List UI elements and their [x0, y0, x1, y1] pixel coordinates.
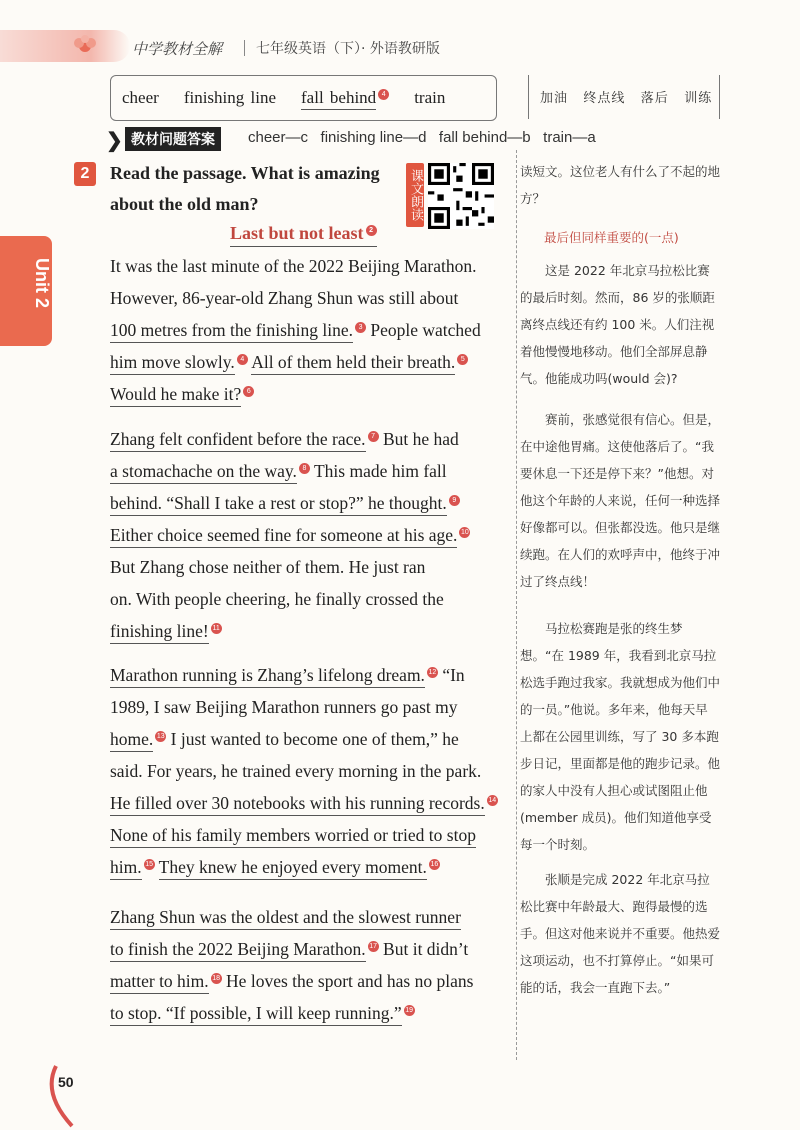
- chevron-right-icon: ❯: [106, 130, 123, 152]
- note-marker: 14: [488, 797, 497, 805]
- sentence: him.: [110, 857, 142, 880]
- sentence: Marathon running is Zhang’s lifelong dream.: [110, 665, 425, 688]
- vocab-translations: 加油 终点线 落后 训练: [540, 91, 713, 106]
- passage-line: [110, 664, 500, 686]
- column-divider: [516, 150, 518, 1060]
- sentence: finishing line!: [110, 621, 209, 644]
- cn-paragraph: 赛前，张感觉很有信心。但是，在中途他胃痛。这使他落后了。“我要休息一下还是停下来？”他想。对他这个年龄的人来说，任何一种选择好像都可以。但张都没选。他只是继续跑。在人们的欢呼声中，他终于冲过了终点线！: [520, 412, 721, 589]
- instruction: Read the passage. What is amazing about the old man?: [110, 163, 380, 214]
- note-marker: 7: [368, 431, 379, 442]
- note-marker: 13: [156, 733, 165, 741]
- cn-title: 最后但同样重要的(一点): [544, 230, 679, 245]
- passage-line: 1989, I saw Beijing Marathon runners go past my: [110, 697, 458, 717]
- header-divider: [244, 40, 245, 56]
- sentence: home.: [110, 729, 153, 752]
- passage-line: [110, 856, 500, 878]
- sentence: But he had: [382, 429, 459, 449]
- vocab-word: cheer: [122, 88, 159, 107]
- page-corner-decoration: [48, 1062, 88, 1130]
- passage-line: said. For years, he trained every morning in the park.: [110, 761, 482, 781]
- vocab-words: [122, 88, 445, 108]
- passage-line: [110, 524, 500, 546]
- sentence: They knew he enjoyed every moment.: [159, 857, 427, 880]
- note-marker: 2: [366, 225, 377, 236]
- passage-line: [110, 1002, 500, 1024]
- sentence: him move slowly.: [110, 352, 235, 375]
- note-marker: 17: [369, 943, 378, 951]
- qr-code-icon[interactable]: [428, 163, 494, 229]
- cn-paragraph: 马拉松赛跑是张的终生梦想。“在 1989 年，我看到北京马拉松选手跑过我家。我就想成为他们中的一员。”他说。多年来，他每天早上都在公园里训练，写了 30 多本跑步日记，里面都是他的跑步记录。他的家人中没有人担心或试图阻止他(member 成员)。他们知道他享受每一个时刻。: [520, 621, 721, 852]
- note-marker: 3: [355, 322, 366, 333]
- note-marker: 4: [237, 354, 248, 365]
- cn-paragraph: 这是 2022 年北京马拉松比赛的最后时刻。然而，86 岁的张顺距离终点线还有约 100 米。人们注视着他慢慢地移动。他们全部屏息静气。他能成功吗(would 会)?: [520, 263, 715, 386]
- passage-line: [110, 620, 500, 642]
- passage-line: [110, 906, 500, 928]
- note-marker: 11: [212, 625, 220, 633]
- passage-line: [110, 824, 500, 846]
- header-band: [0, 30, 130, 62]
- sentence: Would he make it?: [110, 384, 241, 407]
- note-marker: 15: [145, 861, 153, 869]
- flower-logo-icon: [72, 34, 98, 58]
- sentence: a stomachache on the way.: [110, 461, 297, 484]
- vocab-word: train: [414, 88, 446, 107]
- sentence: I just wanted to become one of them,” he: [170, 729, 459, 749]
- note-marker: 12: [428, 669, 437, 677]
- passage-line: [110, 351, 500, 373]
- sentence: This made him fall: [313, 461, 447, 481]
- passage-line: [110, 728, 500, 750]
- answer-label: 教材问题答案: [125, 127, 221, 151]
- sentence: Either choice seemed fine for someone at his age.: [110, 525, 457, 548]
- header-brand: 中学教材全解: [132, 40, 223, 58]
- passage-line: on. With people cheering, he finally crossed the: [110, 589, 444, 609]
- note-marker: 9: [449, 495, 460, 506]
- sentence: None of his family members worried or tried to stop: [110, 825, 476, 848]
- note-marker: 10: [461, 529, 469, 537]
- header-subtitle: 七年级英语（下）· 外语教研版: [256, 41, 440, 57]
- passage-title-text: Last but not least: [230, 223, 364, 243]
- sentence: 100 metres from the finishing line.: [110, 320, 353, 343]
- passage-line: [110, 970, 500, 992]
- sentence: matter to him.: [110, 971, 209, 994]
- passage-line: However, 86-year-old Zhang Shun was still about: [110, 288, 459, 308]
- sentence: He loves the sport and has no plans: [226, 971, 474, 991]
- sentence: behind. “Shall I take a rest or stop?” he thought.: [110, 493, 447, 516]
- note-marker: 16: [430, 861, 439, 869]
- sentence: He filled over 30 notebooks with his running records.: [110, 793, 485, 816]
- sentence: People watched: [370, 320, 481, 340]
- note-marker: 18: [212, 975, 221, 983]
- passage-line: [110, 383, 500, 405]
- passage-line: [110, 319, 500, 341]
- unit-label: Unit 2: [32, 258, 52, 309]
- sentence: to stop. “If possible, I will keep running.”: [110, 1003, 402, 1026]
- sentence: Zhang felt confident before the race.: [110, 429, 366, 452]
- answer-key: cheer—c finishing line—d fall behind—b train—a: [248, 129, 596, 146]
- vocab-word: finishing line: [183, 88, 277, 107]
- passage-line: [110, 938, 500, 960]
- note-marker: 4: [378, 89, 389, 100]
- passage-line: [110, 492, 500, 514]
- cn-question: 读短文。这位老人有什么了不起的地方？: [520, 164, 721, 206]
- sentence: Zhang Shun was the oldest and the slowest runner: [110, 907, 461, 930]
- qr-label: 课文朗读: [406, 163, 424, 227]
- note-marker: 5: [457, 354, 468, 365]
- passage-line: [110, 460, 500, 482]
- section-number: 2: [74, 162, 96, 186]
- passage-line: [110, 792, 500, 814]
- page-number: 50: [58, 1074, 74, 1090]
- sentence: All of them held their breath.: [251, 352, 455, 375]
- sentence: to finish the 2022 Beijing Marathon.: [110, 939, 366, 962]
- translation-column: [520, 158, 720, 1001]
- note-marker: 6: [243, 386, 254, 397]
- passage-line: But Zhang chose neither of them. He just ran: [110, 557, 426, 577]
- cn-paragraph: 张顺是完成 2022 年北京马拉松比赛中年龄最大、跑得最慢的选手。但这对他来说并不重要。他热爱这项运动，也不打算停止。“如果可能的话，我会一直跑下去。”: [520, 872, 721, 995]
- passage-line: [110, 428, 500, 450]
- sentence: “In: [442, 665, 465, 685]
- passage-line: It was the last minute of the 2022 Beijing Marathon.: [110, 256, 477, 276]
- vocab-word: fall behind: [301, 88, 376, 110]
- passage-title: [230, 223, 377, 247]
- sentence: But it didn’t: [383, 939, 469, 959]
- note-marker: 19: [405, 1007, 414, 1015]
- note-marker: 8: [299, 463, 310, 474]
